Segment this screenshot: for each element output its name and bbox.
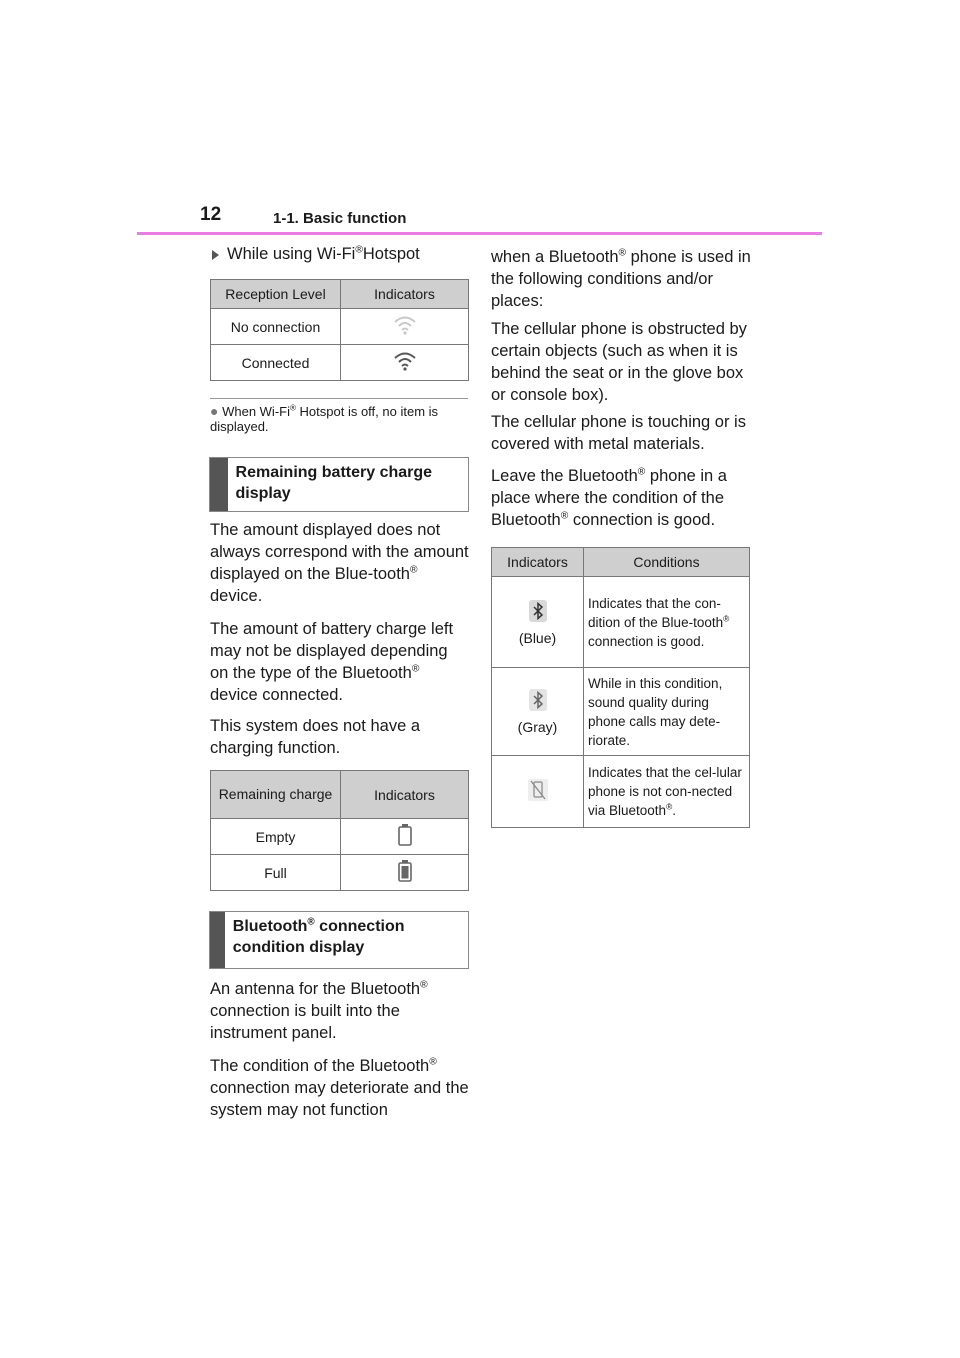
table-row — [211, 819, 469, 855]
battery-heading: Remaining battery charge display — [209, 457, 469, 512]
bullet-icon: ● — [210, 403, 219, 419]
condition-text: While in this condition, sound quality during phone calls may dete-riorate. — [584, 668, 750, 756]
bluetooth-paragraph-2: The condition of the Bluetooth® connection may deteriorate and the system may not function — [210, 1056, 469, 1119]
bluetooth-heading: Bluetooth® connection condition display — [209, 911, 469, 969]
condition-text: Indicates that the con-dition of the Blue-tooth® connection is good. — [584, 577, 750, 668]
col-header: Indicators — [341, 771, 469, 819]
table-row — [211, 345, 469, 381]
bluetooth-paragraph-5: The cellular phone is touching or is covered with metal materials. — [491, 413, 746, 453]
triangle-bullet-icon — [212, 250, 219, 260]
bluetooth-paragraph-3: when a Bluetooth® phone is used in the following conditions and/or places: — [491, 247, 751, 310]
col-header: Indicators — [492, 548, 584, 577]
bluetooth-blue-icon — [528, 599, 548, 623]
table-row — [492, 577, 750, 668]
row-label: (Blue) — [518, 629, 557, 646]
col-header: Conditions — [584, 548, 750, 577]
bluetooth-paragraph-6: Leave the Bluetooth® phone in a place where the condition of the Bluetooth® connection is good. — [491, 466, 727, 529]
row-label: Connected — [211, 345, 341, 381]
divider — [210, 398, 468, 399]
battery-paragraph-1: The amount displayed does not always correspond with the amount displayed on the Blue-tooth® device. — [210, 521, 469, 605]
table-row — [211, 309, 469, 345]
col-header: Reception Level — [211, 280, 341, 309]
phone-disconnected-icon — [527, 778, 549, 802]
wifi-weak-icon — [393, 314, 417, 336]
row-label: Full — [211, 855, 341, 891]
col-header: Remaining charge — [211, 771, 341, 819]
battery-empty-icon — [397, 823, 413, 847]
condition-text: Indicates that the cel-lular phone is not con-nected via Bluetooth®. — [584, 756, 750, 828]
row-label: Empty — [211, 819, 341, 855]
bluetooth-table — [491, 547, 750, 828]
bluetooth-paragraph-1: An antenna for the Bluetooth® connection is built into the instrument panel. — [210, 979, 428, 1042]
wifi-note: ● When Wi-Fi® Hotspot is off, no item is displayed. — [210, 403, 439, 434]
row-label: (Gray) — [517, 719, 558, 735]
row-label: No connection — [211, 309, 341, 345]
wifi-subheading: While using Wi-Fi®Hotspot — [212, 245, 420, 264]
battery-paragraph-3: This system does not have a charging function. — [210, 717, 421, 757]
battery-table — [210, 770, 469, 891]
battery-paragraph-2: The amount of battery charge left may not be displayed depending on the type of the Bluetooth® device connected. — [210, 620, 454, 704]
col-header: Indicators — [341, 280, 469, 309]
wifi-table — [210, 279, 469, 381]
page-number: 12 — [200, 204, 222, 225]
wifi-full-icon — [393, 350, 417, 372]
table-row — [211, 855, 469, 891]
table-row — [492, 668, 750, 756]
bluetooth-paragraph-4: The cellular phone is obstructed by certain objects (such as when it is behind the seat or in the glove box or console box). — [491, 320, 747, 404]
battery-full-icon — [397, 859, 413, 883]
header-rule — [137, 232, 822, 235]
table-row — [492, 756, 750, 828]
section-title: 1-1. Basic function — [273, 210, 407, 227]
bluetooth-gray-icon — [528, 688, 548, 712]
